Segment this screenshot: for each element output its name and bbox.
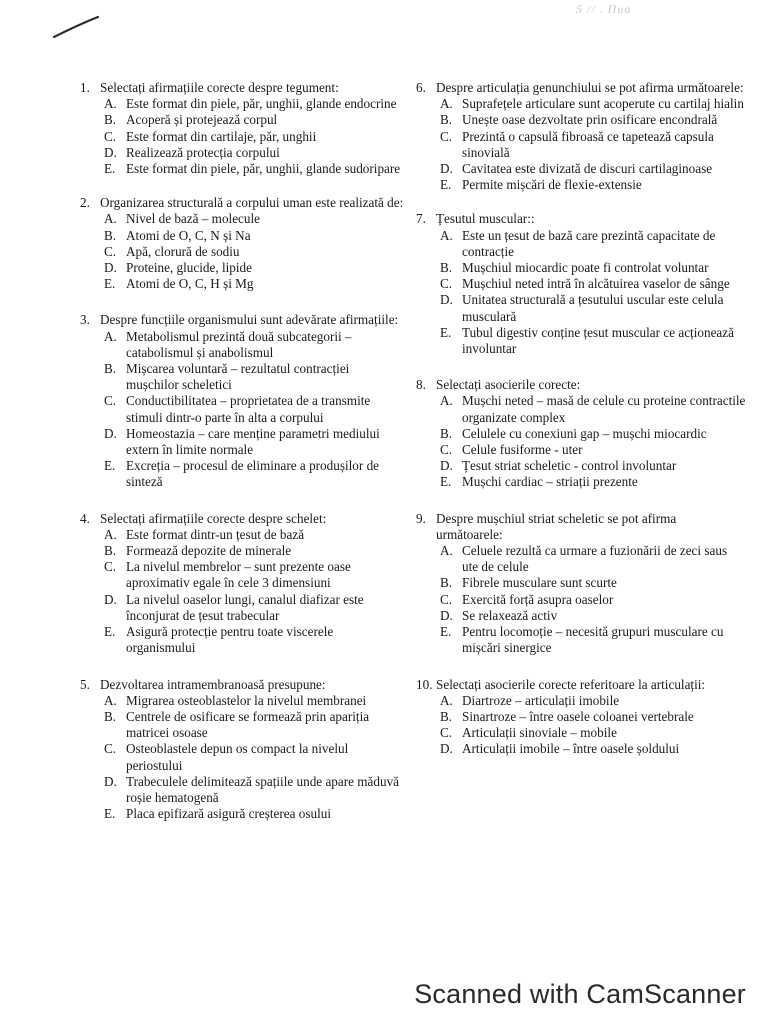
option-text: Proteine, glucide, lipide <box>126 260 252 276</box>
answer-option <box>440 260 746 276</box>
option-text: Atomi de O, C, H și Mg <box>126 276 254 292</box>
answer-option <box>104 393 405 425</box>
answer-option <box>104 624 405 656</box>
option-letter: E. <box>104 806 116 822</box>
answer-option <box>440 575 746 591</box>
option-letter: B. <box>440 425 453 441</box>
answer-options <box>80 96 405 177</box>
question-number: 2. <box>80 195 90 211</box>
option-letter: C. <box>104 741 117 757</box>
option-text: Pentru locomoție – necesită grupuri musculare cu mișcări sinergice <box>462 624 724 656</box>
answer-option <box>104 145 405 161</box>
option-text: Este un țesut de bază care prezintă capacitate de contracție <box>462 227 716 259</box>
option-letter: C. <box>440 442 453 458</box>
option-text: Este format dintr-un țesut de bază <box>126 526 305 542</box>
answer-option <box>104 458 405 490</box>
question-text: Selectați asocierile corecte referitoare la articulații: <box>436 676 706 692</box>
answer-option <box>440 693 746 709</box>
question-number: 7. <box>416 211 426 227</box>
option-text: Unește oase dezvoltate prin osificare encondrală <box>462 112 718 128</box>
question-text: Dezvoltarea intramembranoasă presupune: <box>100 676 326 692</box>
question-text: Despre funcțiile organismului sunt adevărate afirmațiile: <box>100 312 399 328</box>
option-letter: A. <box>440 393 453 409</box>
answer-option <box>104 244 405 260</box>
answer-options <box>80 527 405 657</box>
option-text: Centrele de osificare se formează prin apariția matricei osoase <box>126 708 370 741</box>
option-letter: D. <box>440 607 453 623</box>
answer-option <box>440 228 746 260</box>
answer-option <box>104 211 405 227</box>
option-text: Mușchi cardiac – striații prezente <box>462 474 638 490</box>
answer-option <box>440 624 746 656</box>
answer-option <box>440 608 746 624</box>
option-letter: B. <box>104 227 117 243</box>
option-text: Mușchi neted – masă de celule cu proteine contractile organizate complex <box>462 393 746 425</box>
answer-option <box>440 129 746 161</box>
option-text: Țesut striat scheletic - control involuntar <box>462 458 677 474</box>
option-text: La nivelul membrelor – sunt prezente oase aproximativ egale în cele 3 dimensiuni <box>126 559 351 591</box>
answer-option <box>440 177 746 193</box>
question-block <box>80 195 405 292</box>
option-text: Articulații sinoviale – mobile <box>462 725 617 741</box>
question-number: 4. <box>80 510 90 526</box>
option-text: Excreția – procesul de eliminare a produșilor de sinteză <box>126 458 380 490</box>
option-letter: A. <box>104 211 117 227</box>
answer-option <box>104 276 405 292</box>
question-text: Selectați asocierile corecte: <box>436 377 581 393</box>
question-heading <box>80 312 405 328</box>
option-letter: C. <box>440 128 453 144</box>
answer-option <box>104 161 405 177</box>
question-number: 9. <box>416 510 426 526</box>
left-column <box>80 80 405 822</box>
question-number: 8. <box>416 377 426 393</box>
option-letter: E. <box>440 324 452 340</box>
answer-option <box>440 276 746 292</box>
option-letter: D. <box>440 161 453 177</box>
answer-option <box>104 361 405 393</box>
option-text: Homeostazia – care menține parametri mediului extern în limite normale <box>126 425 380 458</box>
option-letter: B. <box>104 543 117 559</box>
option-letter: A. <box>104 96 117 112</box>
answer-option <box>104 329 405 361</box>
answer-options <box>416 693 746 758</box>
answer-option <box>104 543 405 559</box>
question-block <box>416 211 746 357</box>
question-text: Selectați afirmațiile corecte despre tegument: <box>100 80 339 95</box>
option-letter: C. <box>104 243 117 259</box>
option-text: Formează depozite de minerale <box>126 543 292 559</box>
answer-options <box>416 228 746 358</box>
option-text: Unitatea structurală a țesutului uscular este celula musculară <box>462 292 724 324</box>
question-heading <box>416 677 746 693</box>
option-letter: D. <box>104 144 117 160</box>
pen-stroke-mark <box>52 14 100 40</box>
question-text: Despre articulația genunchiului se pot afirma următoarele: <box>436 80 744 95</box>
option-text: Tubul digestiv conține țesut muscular ce acționează involuntar <box>462 324 734 357</box>
option-letter: D. <box>440 458 453 474</box>
option-text: Diartroze – articulații imobile <box>462 692 620 708</box>
answer-option <box>440 161 746 177</box>
option-text: Se relaxează activ <box>462 607 558 623</box>
option-text: Atomi de O, C, N și Na <box>126 227 251 243</box>
answer-option <box>440 474 746 490</box>
option-text: Sinartroze – între oasele coloanei vertebrale <box>462 708 694 724</box>
answer-option <box>440 709 746 725</box>
option-letter: E. <box>440 624 452 640</box>
answer-option <box>440 96 746 112</box>
option-text: Conductibilitatea – proprietatea de a transmite stimuli dintr-o parte în alta a corpului <box>126 393 371 425</box>
answer-option <box>104 527 405 543</box>
option-text: Asigură protecție pentru toate viscerele organismului <box>126 624 334 656</box>
answer-option <box>104 709 405 741</box>
option-letter: E. <box>104 161 116 177</box>
answer-option <box>104 426 405 458</box>
right-column <box>416 80 746 758</box>
answer-options <box>416 543 746 656</box>
answer-option <box>104 774 405 806</box>
option-letter: C. <box>104 393 117 409</box>
question-heading <box>80 195 405 211</box>
option-text: Celulele cu conexiuni gap – mușchi miocardic <box>462 425 707 441</box>
corner-handwritten-note: 5 // . Пuа <box>576 2 632 16</box>
question-heading <box>80 80 405 96</box>
option-letter: D. <box>104 773 117 789</box>
option-letter: D. <box>104 260 117 276</box>
question-number: 1. <box>80 80 90 95</box>
option-letter: A. <box>104 328 117 344</box>
option-letter: C. <box>440 591 453 607</box>
option-text: Mușchiul miocardic poate fi controlat voluntar <box>462 260 709 276</box>
option-text: Cavitatea este divizată de discuri cartilaginoase <box>462 161 713 177</box>
option-text: Mișcarea voluntară – rezultatul contracției mușchilor scheletici <box>126 361 350 393</box>
question-text: Despre mușchiul striat scheletic se pot afirma următoarele: <box>436 510 677 542</box>
answer-option <box>104 228 405 244</box>
answer-option <box>104 96 405 112</box>
option-text: Placa epifizară asigură creșterea osului <box>126 806 332 822</box>
option-letter: E. <box>104 624 116 640</box>
option-text: Trabeculele delimitează spațiile unde apare măduvă roșie hematogenă <box>126 773 400 805</box>
question-heading <box>80 677 405 693</box>
option-letter: A. <box>440 96 453 112</box>
option-letter: A. <box>104 526 117 542</box>
option-letter: A. <box>440 227 453 243</box>
answer-option <box>104 592 405 624</box>
option-letter: C. <box>440 276 453 292</box>
option-text: Este format din piele, păr, unghii, glande endocrine <box>126 96 397 112</box>
answer-option <box>440 112 746 128</box>
question-text: Selectați afirmațiile corecte despre schelet: <box>100 510 327 526</box>
option-text: Realizează protecția corpului <box>126 144 280 160</box>
answer-option <box>104 693 405 709</box>
option-letter: B. <box>104 708 117 724</box>
option-text: Permite mișcări de flexie-extensie <box>462 177 642 193</box>
option-letter: C. <box>104 128 117 144</box>
question-heading <box>416 511 746 543</box>
question-number: 3. <box>80 312 90 328</box>
answer-option <box>104 559 405 591</box>
option-text: Celuele rezultă ca urmare a fuzionării de zeci saus ute de celule <box>462 543 728 575</box>
option-letter: B. <box>440 260 453 276</box>
option-letter: E. <box>440 474 452 490</box>
question-text: Țesutul muscular:: <box>436 211 535 227</box>
question-number: 6. <box>416 80 426 95</box>
question-block <box>416 511 746 657</box>
option-letter: B. <box>440 575 453 591</box>
answer-option <box>440 741 746 757</box>
option-text: Este format din cartilaje, păr, unghii <box>126 128 317 144</box>
option-text: Suprafețele articulare sunt acoperute cu cartilaj hialin <box>462 96 744 112</box>
answer-options <box>416 96 746 193</box>
option-letter: D. <box>440 292 453 308</box>
option-text: Articulații imobile – între oasele șoldului <box>462 741 680 757</box>
option-letter: A. <box>440 692 453 708</box>
question-heading <box>416 377 746 393</box>
question-block <box>80 511 405 657</box>
option-letter: C. <box>440 725 453 741</box>
option-letter: B. <box>104 112 117 128</box>
question-number: 5. <box>80 676 90 692</box>
answer-option <box>440 592 746 608</box>
question-heading <box>416 211 746 227</box>
option-text: Apă, clorură de sodiu <box>126 243 240 259</box>
option-text: Celule fusiforme - uter <box>462 442 583 458</box>
camscanner-watermark: Scanned with CamScanner <box>414 979 746 1009</box>
option-letter: E. <box>440 177 452 193</box>
option-letter: B. <box>440 112 453 128</box>
answer-options <box>80 211 405 292</box>
answer-option <box>440 458 746 474</box>
answer-option <box>104 112 405 128</box>
question-block <box>416 677 746 758</box>
option-text: Acoperă și protejează corpul <box>126 112 278 128</box>
option-letter: C. <box>104 559 117 575</box>
option-text: La nivelul oaselor lungi, canalul diafizar este înconjurat de țesut trabecular <box>126 591 364 623</box>
question-heading <box>416 80 746 96</box>
option-letter: E. <box>104 458 116 474</box>
answer-option <box>104 260 405 276</box>
answer-option <box>104 741 405 773</box>
answer-options <box>416 393 746 490</box>
answer-option <box>440 426 746 442</box>
question-block <box>80 677 405 823</box>
answer-option <box>440 543 746 575</box>
option-text: Metabolismul prezintă două subcategorii – catabolismul și anabolismul <box>126 328 352 360</box>
question-block <box>416 377 746 490</box>
option-text: Osteoblastele depun os compact la nivelul periostului <box>126 741 349 773</box>
option-letter: D. <box>440 741 453 757</box>
option-letter: A. <box>104 692 117 708</box>
question-block <box>416 80 746 193</box>
option-text: Migrarea osteoblastelor la nivelul membranei <box>126 692 367 708</box>
answer-options <box>80 693 405 823</box>
answer-option <box>440 442 746 458</box>
option-text: Este format din piele, păr, unghii, glande sudoripare <box>126 161 401 177</box>
answer-option <box>440 725 746 741</box>
option-text: Prezintă o capsulă fibroasă ce tapetează capsula sinovială <box>462 128 714 160</box>
option-letter: A. <box>440 543 453 559</box>
question-text: Organizarea structurală a corpului uman este realizată de: <box>100 195 404 211</box>
answer-option <box>104 129 405 145</box>
option-letter: B. <box>440 708 453 724</box>
option-letter: E. <box>104 276 116 292</box>
answer-options <box>80 329 405 491</box>
option-text: Nivel de bază – molecule <box>126 211 261 227</box>
question-block <box>80 312 405 490</box>
option-letter: B. <box>104 361 117 377</box>
answer-option <box>104 806 405 822</box>
answer-option <box>440 393 746 425</box>
option-text: Exercită forță asupra oaselor <box>462 591 614 607</box>
option-letter: D. <box>104 425 117 441</box>
question-heading <box>80 511 405 527</box>
option-text: Fibrele musculare sunt scurte <box>462 575 617 591</box>
question-number: 10. <box>416 676 433 692</box>
option-text: Mușchiul neted intră în alcătuirea vaselor de sânge <box>462 276 730 292</box>
answer-option <box>440 325 746 357</box>
question-block <box>80 80 405 177</box>
option-letter: D. <box>104 591 117 607</box>
answer-option <box>440 292 746 324</box>
